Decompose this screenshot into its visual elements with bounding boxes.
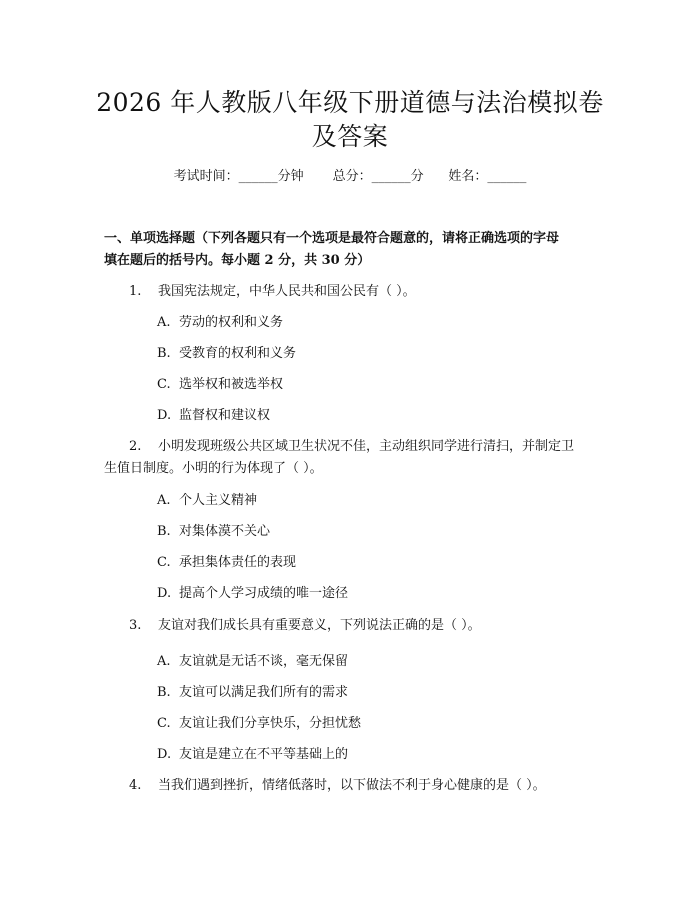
option-text: 友谊是建立在不平等基础上的: [179, 747, 349, 762]
option-text: 劳动的权利和义务: [179, 315, 284, 330]
option-text: 受教育的权利和义务: [179, 346, 297, 361]
option-letter: D.: [157, 408, 172, 423]
option-letter: D.: [157, 747, 172, 762]
score-blank: ______: [371, 169, 411, 184]
time-blank: ______: [238, 169, 278, 184]
option-text: 友谊就是无话不谈，毫无保留: [179, 654, 349, 669]
option-text: 对集体漠不关心: [179, 524, 271, 539]
question-3-option-a: [157, 652, 348, 672]
option-letter: D.: [157, 586, 172, 601]
question-3: [104, 616, 609, 636]
question-number: 4.: [129, 778, 142, 793]
exam-info-line: [0, 168, 700, 186]
option-letter: C.: [157, 377, 171, 392]
exam-title-line-1: 2026 年人教版八年级下册道德与法治模拟卷: [96, 88, 604, 117]
question-2-option-a: [157, 491, 257, 511]
name-label: 姓名：: [448, 169, 488, 184]
time-label: 考试时间：: [173, 169, 239, 184]
option-text: 个人主义精神: [179, 493, 258, 508]
question-1-option-a: [157, 313, 283, 333]
option-letter: C.: [157, 716, 171, 731]
section-heading-line-1: 一、单项选择题（下列各题只有一个选项是最符合题意的，请将正确选项的字母: [104, 231, 560, 246]
question-text: 友谊对我们成长具有重要意义，下列说法正确的是（ ）。: [158, 618, 481, 633]
question-3-option-c: [157, 714, 361, 734]
question-2-option-d: [157, 584, 348, 604]
exam-title-line-2: 及答案: [311, 122, 389, 151]
option-text: 监督权和建议权: [179, 408, 271, 423]
option-text: 选举权和被选举权: [179, 377, 284, 392]
question-number: 2.: [129, 439, 142, 454]
option-text: 友谊可以满足我们所有的需求: [179, 685, 349, 700]
question-1-option-c: [157, 375, 283, 395]
option-text: 承担集体责任的表现: [179, 555, 297, 570]
question-2-option-c: [157, 553, 296, 573]
name-blank: ______: [487, 169, 527, 184]
question-text: 我国宪法规定，中华人民共和国公民有（ ）。: [158, 284, 416, 299]
question-number: 1.: [129, 284, 142, 299]
option-letter: B.: [157, 346, 171, 361]
option-letter: B.: [157, 524, 171, 539]
question-text: 小明发现班级公共区域卫生状况不佳，主动组织同学进行清扫，并制定卫: [158, 439, 575, 454]
question-3-option-d: [157, 745, 348, 765]
question-text: 当我们遇到挫折，情绪低落时，以下做法不利于身心健康的是（ ）。: [158, 778, 546, 793]
time-unit: 分钟: [277, 169, 304, 184]
option-letter: A.: [157, 315, 171, 330]
question-2-option-b: [157, 522, 270, 542]
question-1: [104, 282, 609, 302]
question-2: [104, 437, 609, 457]
question-2-continuation: 生值日制度。小明的行为体现了（ ）。: [104, 461, 323, 476]
option-letter: A.: [157, 654, 171, 669]
question-4: [104, 776, 609, 796]
option-letter: C.: [157, 555, 171, 570]
option-text: 提高个人学习成绩的唯一途径: [179, 586, 349, 601]
option-letter: A.: [157, 493, 171, 508]
question-1-option-b: [157, 344, 296, 364]
score-label: 总分：: [332, 169, 372, 184]
question-number: 3.: [129, 618, 142, 633]
question-3-option-b: [157, 683, 348, 703]
section-heading-line-2: 填在题后的括号内。每小题 2 分，共 30 分）: [104, 253, 371, 268]
question-1-option-d: [157, 406, 270, 426]
score-unit: 分: [410, 169, 424, 184]
option-letter: B.: [157, 685, 171, 700]
option-text: 友谊让我们分享快乐，分担忧愁: [179, 716, 362, 731]
